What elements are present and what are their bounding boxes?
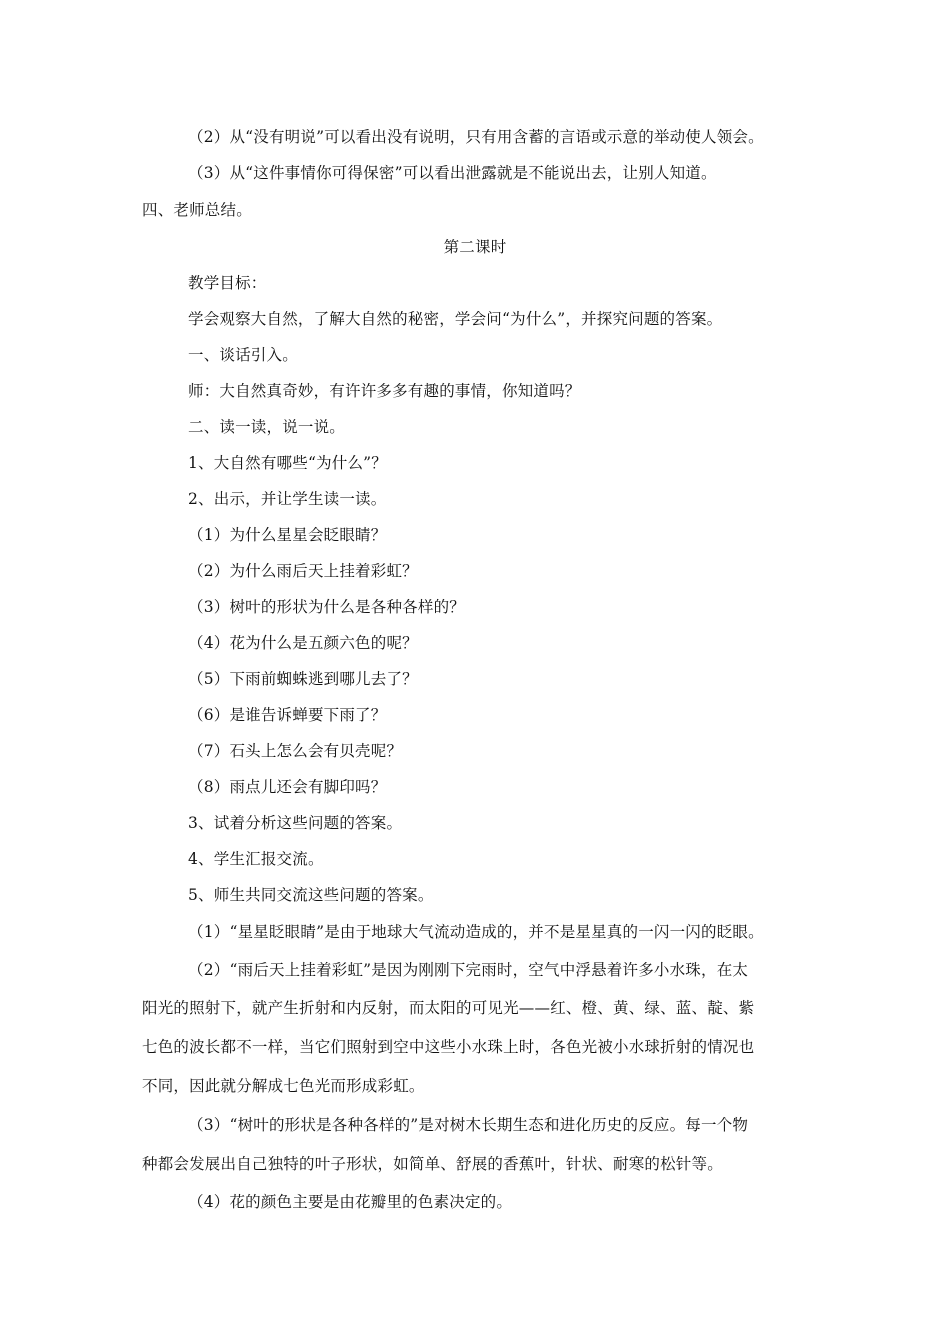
answer-2-line: 阳光的照射下，就产生折射和内反射，而太阳的可见光——红、橙、黄、绿、蓝、靛、紫 bbox=[142, 999, 755, 1017]
question-item: （3）树叶的形状为什么是各种各样的？ bbox=[188, 598, 465, 616]
answer-2-line: 不同，因此就分解成七色光而形成彩虹。 bbox=[142, 1077, 425, 1095]
question-item: （4）花为什么是五颜六色的呢？ bbox=[188, 634, 418, 652]
paragraph-item-3: （3）从“这件事情你可得保密”可以看出泄露就是不能说出去，让别人知道。 bbox=[188, 164, 717, 182]
answer-3-line: （3）“树叶的形状是各种各样的”是对树木长期生态和进化历史的反应。每一个物 bbox=[188, 1116, 749, 1134]
answer-4: （4）花的颜色主要是由花瓣里的色素决定的。 bbox=[188, 1193, 513, 1211]
answer-2-line: 七色的波长都不一样，当它们照射到空中这些小水珠上时，各色光被小水球折射的情况也 bbox=[142, 1038, 755, 1056]
lesson-title: 第二课时 bbox=[443, 238, 507, 256]
paragraph-item-2: （2）从“没有明说”可以看出没有说明，只有用含蓄的言语或示意的举动使人领会。 bbox=[188, 128, 764, 146]
answer-2-line: （2）“雨后天上挂着彩虹”是因为刚刚下完雨时，空气中浮悬着许多小水珠，在太 bbox=[188, 961, 749, 979]
question-item: （7）石头上怎么会有贝壳呢？ bbox=[188, 742, 403, 760]
step-heading-1: 一、谈话引入。 bbox=[188, 346, 298, 364]
sub-item-1: 1、大自然有哪些“为什么”？ bbox=[188, 454, 388, 472]
answer-1: （1）“星星眨眼睛”是由于地球大气流动造成的，并不是星星真的一闪一闪的眨眼。 bbox=[188, 923, 764, 941]
goal-text: 学会观察大自然，了解大自然的秘密，学会问“为什么”，并探究问题的答案。 bbox=[188, 310, 723, 328]
sub-item-3: 3、试着分析这些问题的答案。 bbox=[188, 814, 403, 832]
question-item: （2）为什么雨后天上挂着彩虹？ bbox=[188, 562, 418, 580]
goal-label: 教学目标： bbox=[188, 274, 267, 292]
question-item: （6）是谁告诉蝉要下雨了？ bbox=[188, 706, 387, 724]
question-item: （1）为什么星星会眨眼睛？ bbox=[188, 526, 387, 544]
sub-item-5: 5、师生共同交流这些问题的答案。 bbox=[188, 886, 434, 904]
answer-3-line: 种都会发展出自己独特的叶子形状，如简单、舒展的香蕉叶，针状、耐寒的松针等。 bbox=[142, 1155, 723, 1173]
question-item: （5）下雨前蜘蛛逃到哪儿去了？ bbox=[188, 670, 418, 688]
teacher-line: 师：大自然真奇妙，有许许多多有趣的事情，你知道吗？ bbox=[188, 382, 581, 400]
question-item: （8）雨点儿还会有脚印吗？ bbox=[188, 778, 387, 796]
sub-item-2: 2、出示，并让学生读一读。 bbox=[188, 490, 387, 508]
step-heading-2: 二、读一读，说一说。 bbox=[188, 418, 346, 436]
section-heading-4: 四、老师总结。 bbox=[142, 201, 252, 219]
sub-item-4: 4、学生汇报交流。 bbox=[188, 850, 324, 868]
